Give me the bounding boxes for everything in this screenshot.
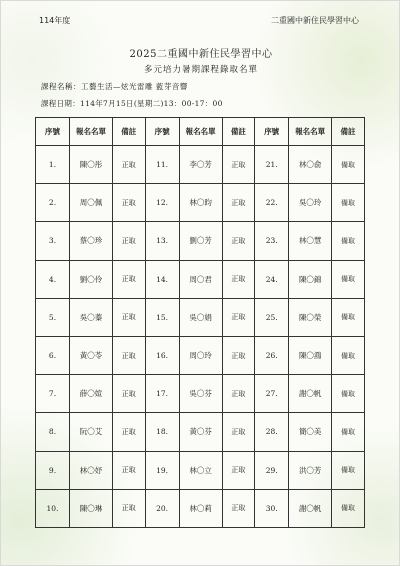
serial-number-cell: 28. bbox=[255, 413, 289, 451]
applicant-name-cell: 李〇芳 bbox=[179, 146, 222, 184]
applicant-name-cell: 謝〇帆 bbox=[289, 489, 332, 527]
applicant-name-cell: 吳〇娟 bbox=[179, 298, 222, 336]
serial-number-cell: 20. bbox=[145, 489, 179, 527]
admission-status-cell: 正取 bbox=[222, 222, 255, 260]
applicant-name-cell: 陳〇彤 bbox=[70, 146, 113, 184]
admission-status-cell: 正取 bbox=[222, 298, 255, 336]
serial-number-cell: 17. bbox=[145, 375, 179, 413]
applicant-name-cell: 洪〇芳 bbox=[289, 451, 332, 489]
admission-status-cell: 正取 bbox=[113, 222, 146, 260]
applicant-name-cell: 林〇昀 bbox=[179, 184, 222, 222]
table-row bbox=[36, 489, 365, 527]
admission-status-cell: 正取 bbox=[113, 146, 146, 184]
admission-status-cell: 正取 bbox=[113, 260, 146, 298]
applicant-name-cell: 吳〇芬 bbox=[179, 375, 222, 413]
applicant-name-cell: 林〇莉 bbox=[179, 489, 222, 527]
serial-number-cell: 6. bbox=[36, 336, 70, 374]
serial-number-cell: 18. bbox=[145, 413, 179, 451]
serial-number-cell: 9. bbox=[36, 451, 70, 489]
admission-status-cell: 正取 bbox=[222, 489, 255, 527]
header-cell: 備註 bbox=[332, 118, 365, 146]
table-row bbox=[36, 375, 365, 413]
serial-number-cell: 14. bbox=[145, 260, 179, 298]
serial-number-cell: 25. bbox=[255, 298, 289, 336]
serial-number-cell: 21. bbox=[255, 146, 289, 184]
table-row bbox=[36, 336, 365, 374]
table-row bbox=[36, 413, 365, 451]
applicant-name-cell: 周〇君 bbox=[179, 260, 222, 298]
applicant-name-cell: 周〇佩 bbox=[70, 184, 113, 222]
serial-number-cell: 15. bbox=[145, 298, 179, 336]
table-row bbox=[36, 184, 365, 222]
header-cell: 報名名單 bbox=[179, 118, 222, 146]
table-row bbox=[36, 260, 365, 298]
admission-status-cell: 備取 bbox=[332, 260, 365, 298]
serial-number-cell: 5. bbox=[36, 298, 70, 336]
admission-status-cell: 正取 bbox=[222, 146, 255, 184]
applicant-name-cell: 阮〇艾 bbox=[70, 413, 113, 451]
serial-number-cell: 2. bbox=[36, 184, 70, 222]
applicant-name-cell: 吳〇蓁 bbox=[70, 298, 113, 336]
serial-number-cell: 7. bbox=[36, 375, 70, 413]
header-cell: 報名名單 bbox=[70, 118, 113, 146]
table-header-row bbox=[36, 118, 365, 146]
header-cell: 報名名單 bbox=[289, 118, 332, 146]
applicant-name-cell: 陳〇鴻 bbox=[289, 336, 332, 374]
admission-status-cell: 正取 bbox=[222, 184, 255, 222]
applicant-name-cell: 簡〇美 bbox=[289, 413, 332, 451]
applicant-name-cell: 林〇俞 bbox=[289, 146, 332, 184]
serial-number-cell: 19. bbox=[145, 451, 179, 489]
admission-status-cell: 正取 bbox=[222, 375, 255, 413]
applicant-name-cell: 謝〇帆 bbox=[289, 375, 332, 413]
admission-status-cell: 備取 bbox=[332, 298, 365, 336]
header-cell: 序號 bbox=[255, 118, 289, 146]
applicant-name-cell: 陳〇錦 bbox=[289, 260, 332, 298]
table-row bbox=[36, 146, 365, 184]
admission-status-cell: 正取 bbox=[113, 489, 146, 527]
applicant-name-cell: 蔡〇珍 bbox=[70, 222, 113, 260]
applicant-name-cell: 劉〇芳 bbox=[179, 222, 222, 260]
header-cell: 備註 bbox=[222, 118, 255, 146]
admission-status-cell: 正取 bbox=[222, 260, 255, 298]
admission-status-cell: 正取 bbox=[222, 336, 255, 374]
table-row bbox=[36, 451, 365, 489]
serial-number-cell: 30. bbox=[255, 489, 289, 527]
admission-status-cell: 備取 bbox=[332, 222, 365, 260]
admission-status-cell: 正取 bbox=[113, 413, 146, 451]
document-title: 2025二重國中新住民學習中心 bbox=[129, 49, 273, 60]
serial-number-cell: 12. bbox=[145, 184, 179, 222]
applicant-name-cell: 黃〇苓 bbox=[70, 336, 113, 374]
applicant-name-cell: 黃〇芬 bbox=[179, 413, 222, 451]
admission-status-cell: 備取 bbox=[332, 146, 365, 184]
document-subtitle: 多元培力暑期課程錄取名單 bbox=[143, 65, 258, 75]
serial-number-cell: 29. bbox=[255, 451, 289, 489]
applicant-name-cell: 薛〇媗 bbox=[70, 375, 113, 413]
serial-number-cell: 22. bbox=[255, 184, 289, 222]
admission-status-cell: 正取 bbox=[113, 184, 146, 222]
table-row bbox=[36, 222, 365, 260]
header-cell: 備註 bbox=[113, 118, 146, 146]
serial-number-cell: 13. bbox=[145, 222, 179, 260]
serial-number-cell: 10. bbox=[36, 489, 70, 527]
admission-status-cell: 正取 bbox=[113, 375, 146, 413]
admission-status-cell: 備取 bbox=[332, 336, 365, 374]
admission-status-cell: 備取 bbox=[332, 451, 365, 489]
applicant-name-cell: 陳〇榮 bbox=[289, 298, 332, 336]
admission-status-cell: 備取 bbox=[332, 184, 365, 222]
admission-status-cell: 正取 bbox=[222, 451, 255, 489]
course-date: 課程日期：114年7月15日(星期二)13：00-17：00 bbox=[41, 99, 223, 108]
admission-status-cell: 備取 bbox=[332, 375, 365, 413]
course-name: 課程名稱：工藝生活—炫光雷雕 藍芽音響 bbox=[41, 82, 188, 91]
admission-status-cell: 正取 bbox=[113, 336, 146, 374]
serial-number-cell: 16. bbox=[145, 336, 179, 374]
admission-status-cell: 備取 bbox=[332, 413, 365, 451]
serial-number-cell: 3. bbox=[36, 222, 70, 260]
serial-number-cell: 11. bbox=[145, 146, 179, 184]
serial-number-cell: 8. bbox=[36, 413, 70, 451]
applicant-name-cell: 林〇慧 bbox=[289, 222, 332, 260]
header-cell: 序號 bbox=[36, 118, 70, 146]
admission-status-cell: 正取 bbox=[113, 298, 146, 336]
admission-table bbox=[35, 117, 365, 528]
applicant-name-cell: 吳〇玲 bbox=[289, 184, 332, 222]
header-center: 二重國中新住民學習中心 bbox=[271, 16, 359, 25]
table-row bbox=[36, 298, 365, 336]
table-body bbox=[36, 146, 365, 528]
applicant-name-cell: 陳〇琳 bbox=[70, 489, 113, 527]
applicant-name-cell: 周〇玲 bbox=[179, 336, 222, 374]
admission-status-cell: 正取 bbox=[222, 413, 255, 451]
serial-number-cell: 27. bbox=[255, 375, 289, 413]
applicant-name-cell: 林〇妤 bbox=[70, 451, 113, 489]
applicant-name-cell: 林〇立 bbox=[179, 451, 222, 489]
applicant-name-cell: 劉〇伶 bbox=[70, 260, 113, 298]
serial-number-cell: 1. bbox=[36, 146, 70, 184]
admission-status-cell: 備取 bbox=[332, 489, 365, 527]
serial-number-cell: 23. bbox=[255, 222, 289, 260]
admission-status-cell: 正取 bbox=[113, 451, 146, 489]
serial-number-cell: 24. bbox=[255, 260, 289, 298]
header-year: 114年度 bbox=[39, 16, 71, 25]
serial-number-cell: 4. bbox=[36, 260, 70, 298]
serial-number-cell: 26. bbox=[255, 336, 289, 374]
header-cell: 序號 bbox=[145, 118, 179, 146]
